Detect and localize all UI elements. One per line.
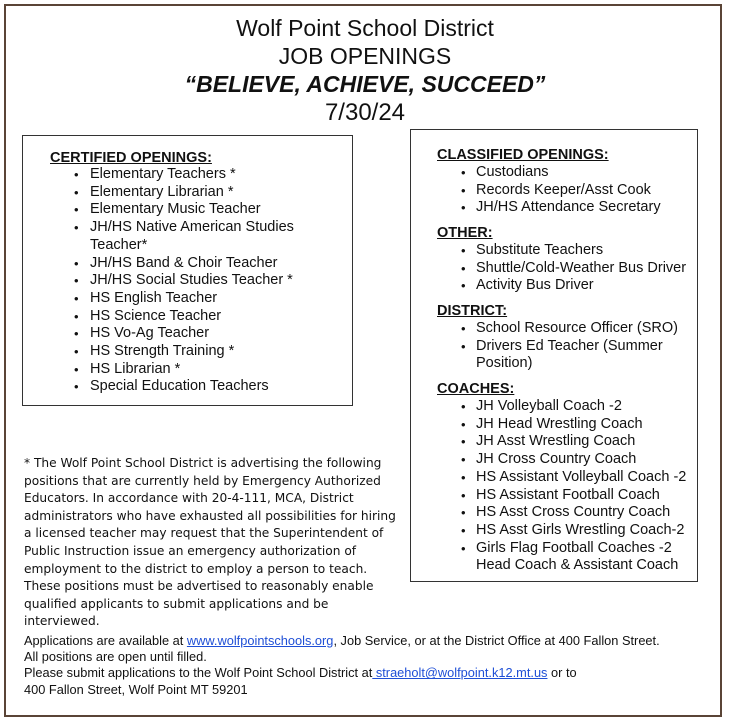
classified-section (437, 146, 697, 217)
list-item: • HS Vo-Ag Teacher (47, 325, 347, 343)
list-item: • HS English Teacher (47, 290, 347, 308)
list-item: • Activity Bus Driver (437, 277, 697, 295)
other-section (437, 224, 697, 295)
coaches-title: COACHES: (437, 381, 515, 397)
footer-address: 400 Fallon Street, Wolf Point MT 59201 (24, 681, 248, 697)
page-subtitle: JOB OPENINGS (278, 43, 452, 69)
footer-line-3 (24, 665, 714, 681)
list-item: • HS Science Teacher (47, 308, 347, 326)
list-item: • JH/HS Native American Studies Teacher* (47, 219, 347, 254)
list-item: • HS Assistant Volleyball Coach -2 (437, 469, 697, 487)
classified-title: CLASSIFIED OPENINGS: (437, 147, 609, 163)
list-item: • Elementary Librarian * (47, 184, 347, 202)
footer-line-1 (24, 633, 714, 649)
certified-title: CERTIFIED OPENINGS: (50, 150, 212, 166)
list-item: • Custodians (437, 164, 697, 182)
list-item: • HS Strength Training * (47, 343, 347, 361)
list-item: • Shuttle/Cold-Weather Bus Driver (437, 260, 697, 278)
list-item: • Elementary Teachers * (47, 166, 347, 184)
list-item: • HS Librarian * (47, 361, 347, 379)
footer (24, 633, 714, 698)
footer-text: or to (547, 665, 577, 681)
posting-date: 7/30/24 (324, 99, 406, 126)
list-item: • Substitute Teachers (437, 242, 697, 260)
list-item: • Elementary Music Teacher (47, 201, 347, 219)
website-link[interactable]: www.wolfpointschools.org (186, 633, 334, 648)
list-item: • JH Head Wrestling Coach (437, 416, 697, 434)
other-title: OTHER: (437, 225, 493, 241)
list-item: • School Resource Officer (SRO) (437, 320, 697, 338)
district-section (437, 302, 697, 373)
list-item: • Girls Flag Football Coaches -2 Head Coach & Assistant Coach (437, 540, 691, 575)
list-item: • HS Assistant Football Coach (437, 487, 697, 505)
list-item: • JH/HS Attendance Secretary (437, 199, 697, 217)
slogan: “BELIEVE, ACHIEVE, SUCCEED” (184, 71, 546, 97)
list-item: • HS Asst Girls Wrestling Coach-2 (437, 522, 697, 540)
list-item: • JH Volleyball Coach -2 (437, 398, 697, 416)
footer-text: , Job Service, or at the District Office at 400 Fallon Street. (333, 633, 660, 648)
other-openings-box (410, 129, 698, 582)
footer-line-2: All positions are open until filled. (24, 649, 207, 665)
certified-list (47, 166, 347, 396)
emergency-authorization-note: * The Wolf Point School District is advertising the following positions that are currently held by Emergency Authorized Educators. In accordance with 20-4-111, MCA, District administrators who have exhausted all possibilities for hiring a licensed teacher may request that the Superintendent of Public Instruction issue an emergency authorization of employment to the district to employ a person to teach. These positions must be advertised to reasonably enable qualified applicants to submit applications and be interviewed. (24, 456, 396, 629)
list-item: • JH/HS Social Studies Teacher * (47, 272, 347, 290)
list-item: • JH/HS Band & Choir Teacher (47, 255, 347, 273)
coaches-section (437, 380, 697, 575)
district-title: DISTRICT: (437, 303, 508, 319)
header (0, 14, 730, 128)
list-item: • JH Cross Country Coach (437, 451, 697, 469)
list-item: • JH Asst Wrestling Coach (437, 433, 697, 451)
list-item: • HS Asst Cross Country Coach (437, 504, 697, 522)
email-link[interactable]: straeholt@wolfpoint.k12.mt.us (372, 665, 548, 681)
list-item: • Drivers Ed Teacher (Summer Position) (437, 338, 666, 373)
footer-text: Please submit applications to the Wolf Point School District at (24, 665, 373, 681)
list-item: • Special Education Teachers (47, 378, 347, 396)
footer-text: Applications are available at (24, 633, 187, 648)
list-item: • Records Keeper/Asst Cook (437, 182, 697, 200)
district-name: Wolf Point School District (236, 15, 494, 41)
certified-openings-box (22, 135, 353, 406)
